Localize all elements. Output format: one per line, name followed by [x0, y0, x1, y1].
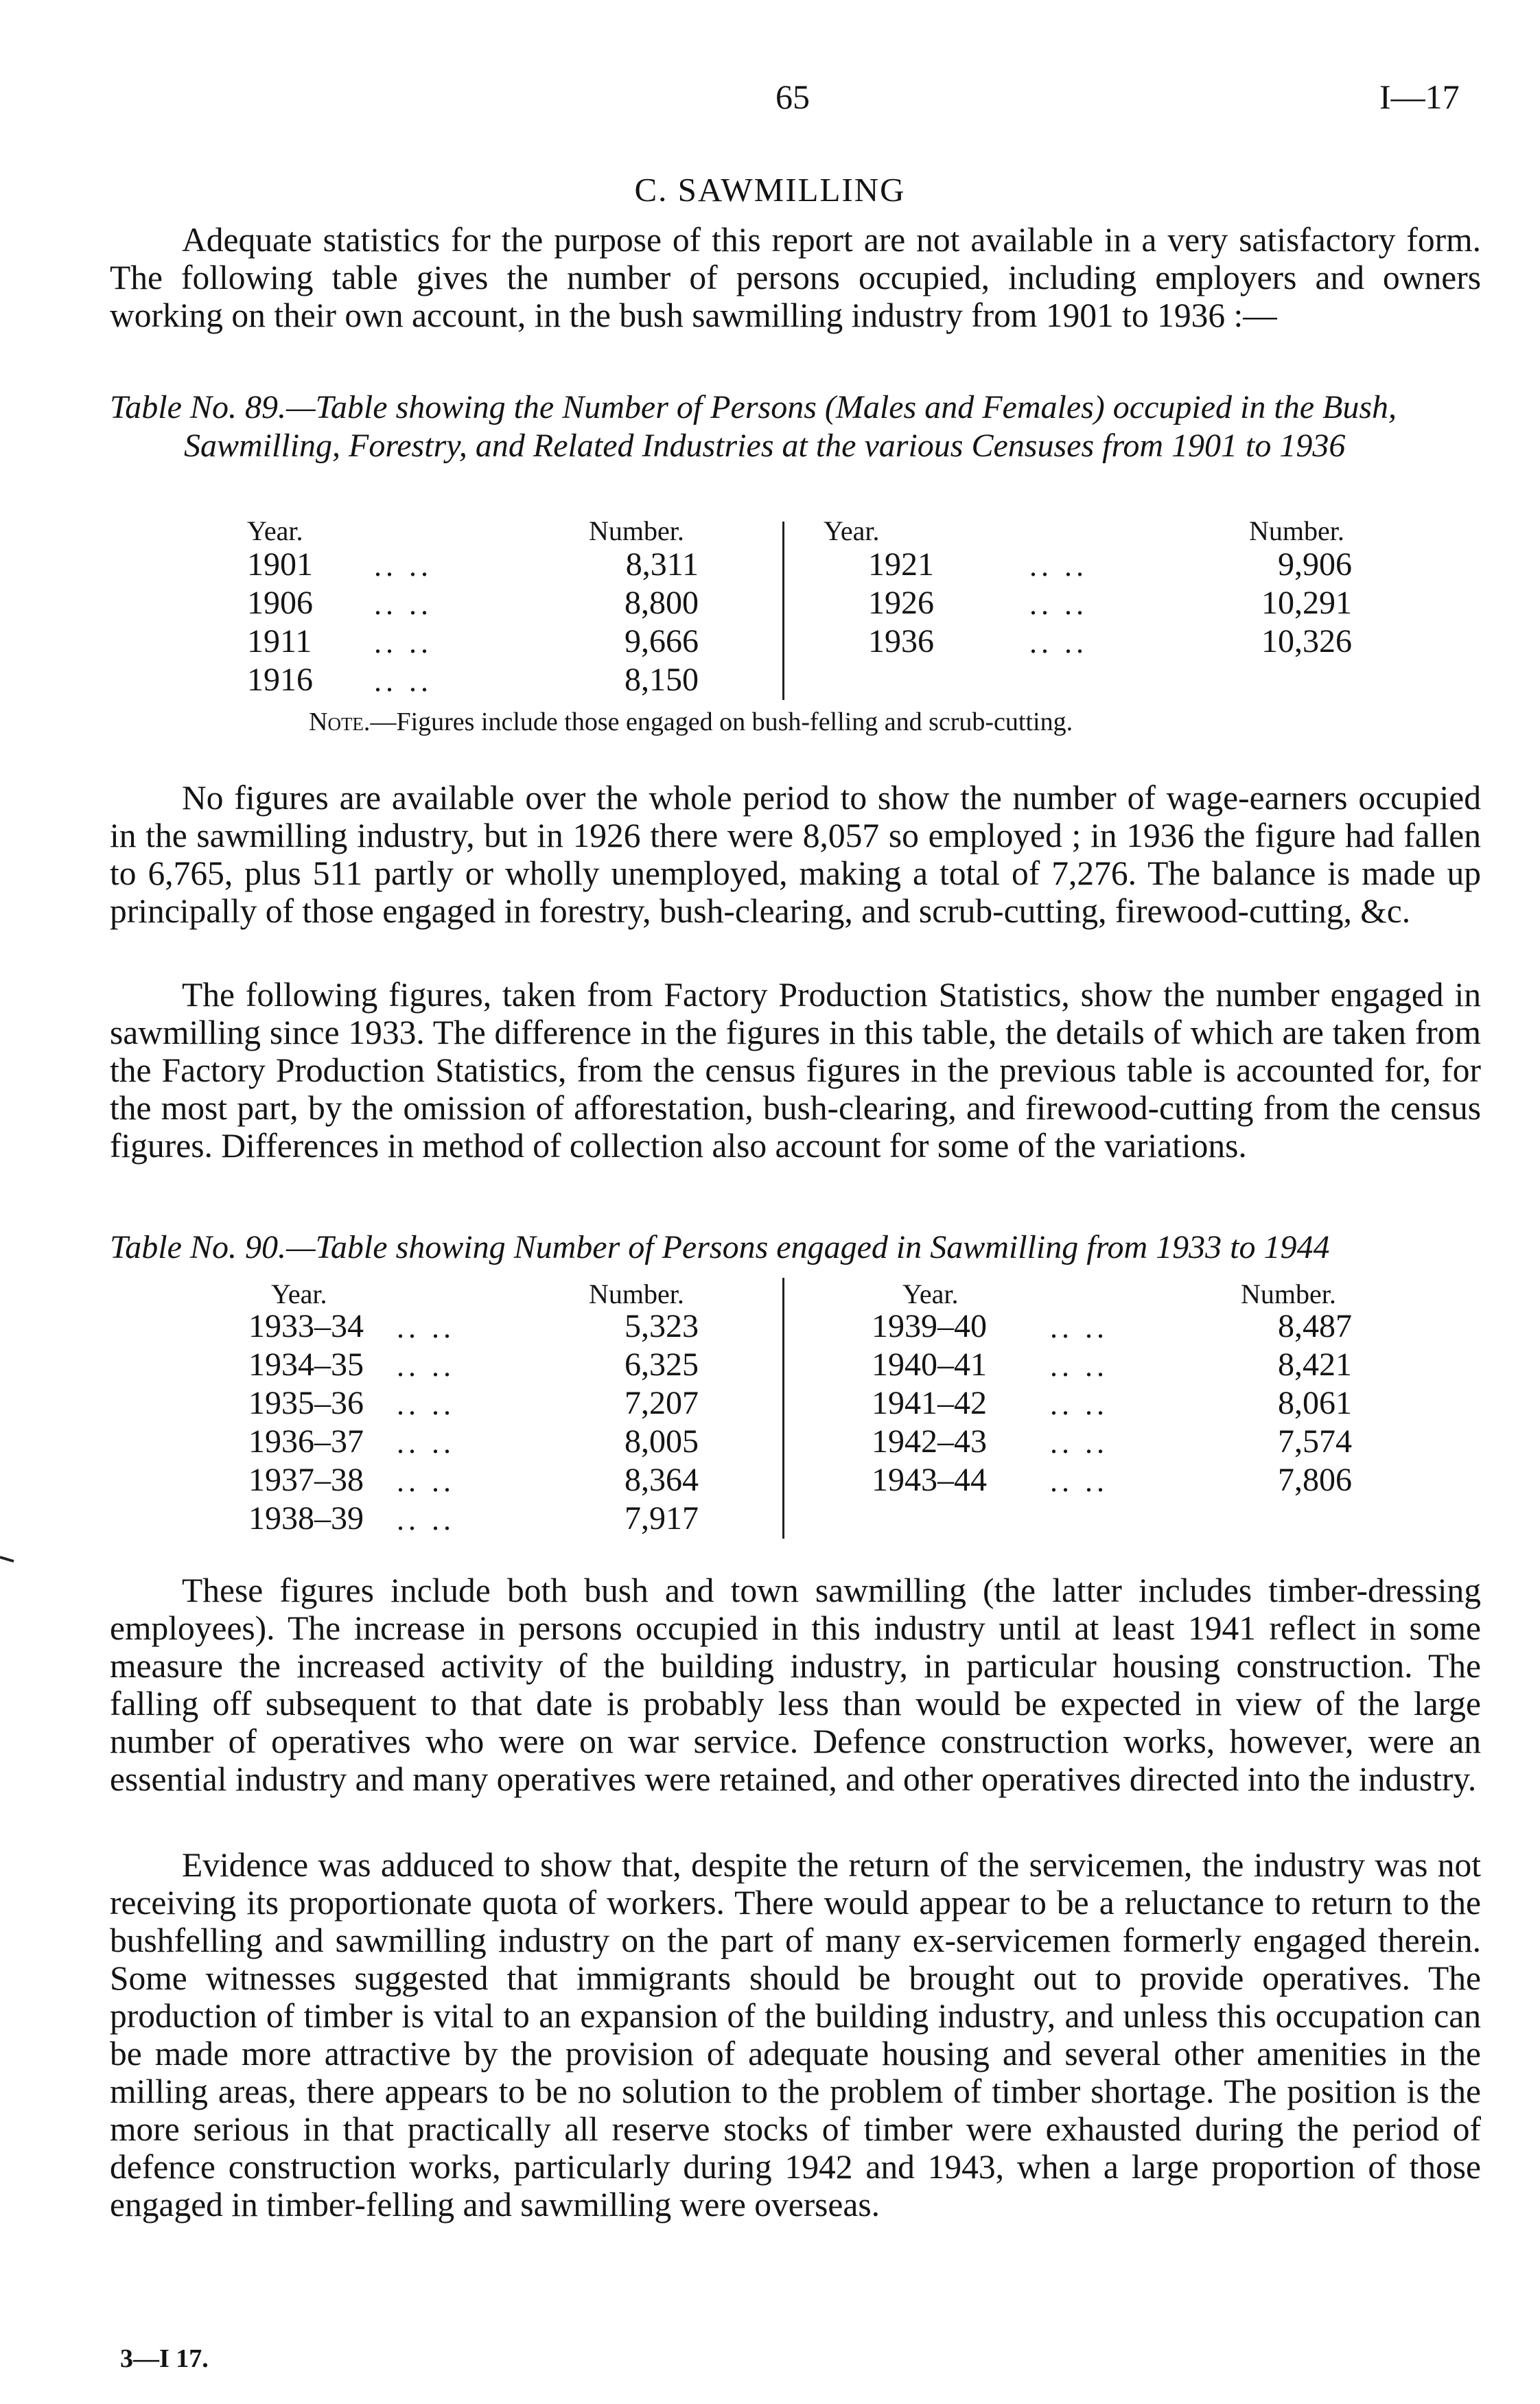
table-cell-year: 1937–38: [248, 1462, 364, 1498]
table-cell-number: 7,917: [625, 1500, 699, 1537]
table-cell-number: 9,906: [1278, 546, 1352, 583]
table-cell-year: 1943–44: [872, 1462, 987, 1498]
leader-dots: .. ..: [1050, 1464, 1108, 1498]
page-number: 65: [775, 78, 810, 116]
column-header-year: Year.: [902, 1279, 959, 1309]
table-89-caption: Table No. 89.—Table showing the Number of Persons (Males and Females) occupied in the Bush, Sawmilling, Forestry, and Related Industries at the various Censuses from 1901 to 1936: [110, 389, 1397, 464]
column-header-year: Year.: [824, 515, 880, 546]
section-title: C. SAWMILLING: [634, 171, 906, 209]
paragraph-2: No figures are available over the whole period to show the number of wage-earners occupied in the sawmilling industry, but in 1926 there were 8,057 so employed ; in 1936 the figure had fallen to 6,765, plus 511 partly or wholly unemployed, making a total of 7,276. The balance is made up principally of those engaged in forestry, bush-clearing, and scrub-cutting, firewood-cutting, &c.: [110, 779, 1481, 930]
table-cell-number: 10,291: [1261, 585, 1352, 621]
table-cell-number: 8,487: [1278, 1308, 1352, 1344]
table-cell-number: 7,806: [1278, 1462, 1352, 1498]
column-header-number: Number.: [1249, 515, 1344, 546]
table-divider: [782, 1278, 784, 1539]
table-cell-number: 9,666: [625, 623, 699, 660]
leader-dots: .. ..: [374, 626, 432, 660]
table-89-note: Note.—Figures include those engaged on bush-felling and scrub-cutting.: [309, 708, 1073, 736]
table-cell-number: 7,574: [1278, 1423, 1352, 1460]
leader-dots: .. ..: [1029, 587, 1088, 621]
table-90-caption: Table No. 90.—Table showing Number of Persons engaged in Sawmilling from 1933 to 1944: [110, 1229, 1330, 1265]
leader-dots: .. ..: [1050, 1311, 1108, 1344]
footer-signature: 3—I 17.: [120, 2344, 209, 2373]
table-cell-number: 7,207: [625, 1385, 699, 1421]
table-cell-number: 8,421: [1278, 1346, 1352, 1383]
table-divider: [782, 522, 784, 700]
table-cell-number: 5,323: [625, 1308, 699, 1344]
table-cell-year: 1942–43: [872, 1423, 987, 1460]
table-cell-number: 10,326: [1261, 623, 1352, 660]
table-cell-number: 8,005: [625, 1423, 699, 1460]
table-cell-year: 1941–42: [872, 1385, 987, 1421]
table-cell-number: 8,150: [625, 662, 699, 698]
table-cell-year: 1936: [868, 623, 934, 660]
leader-dots: .. ..: [397, 1503, 455, 1537]
table-cell-year: 1939–40: [872, 1308, 987, 1344]
table-cell-number: 8,061: [1278, 1385, 1352, 1421]
paragraph-1: Adequate statistics for the purpose of this report are not available in a very satisfactory form. The following table gives the number of persons occupied, including employers and owners working on their own account, in the bush sawmilling industry from 1901 to 1936 :—: [110, 221, 1481, 334]
table-cell-number: 6,325: [625, 1346, 699, 1383]
column-header-number: Number.: [1241, 1279, 1336, 1309]
table-cell-year: 1916: [247, 662, 313, 698]
leader-dots: .. ..: [1050, 1388, 1108, 1421]
leader-dots: .. ..: [374, 549, 432, 583]
table-cell-year: 1921: [868, 546, 934, 583]
table-cell-number: 8,311: [625, 546, 699, 583]
table-cell-year: 1938–39: [248, 1500, 364, 1537]
table-cell-year: 1935–36: [248, 1385, 364, 1421]
table-cell-year: 1934–35: [248, 1346, 364, 1383]
report-reference: I—17: [1379, 78, 1460, 116]
table-cell-number: 8,364: [625, 1462, 699, 1498]
paragraph-4: These figures include both bush and town sawmilling (the latter includes timber-dressing employees). The increase in persons occupied in this industry until at least 1941 reflect in some measure the increased activity of the building industry, in particular housing construction. The falling off subsequent to that date is probably less than would be expected in view of the large number of operatives who were on war service. Defence construction works, however, were an essential industry and many operatives were retained, and other operatives directed into the industry.: [110, 1572, 1481, 1798]
table-cell-number: 8,800: [625, 585, 699, 621]
leader-dots: .. ..: [374, 587, 432, 621]
column-header-year: Year.: [247, 515, 303, 546]
leader-dots: .. ..: [1050, 1426, 1108, 1460]
leader-dots: .. ..: [397, 1349, 455, 1383]
leader-dots: .. ..: [1029, 626, 1088, 660]
leader-dots: .. ..: [397, 1426, 455, 1460]
leader-dots: .. ..: [397, 1311, 455, 1344]
table-cell-year: 1933–34: [248, 1308, 364, 1344]
table-cell-year: 1926: [868, 585, 934, 621]
table-cell-year: 1901: [247, 546, 313, 583]
leader-dots: .. ..: [397, 1464, 455, 1498]
leader-dots: .. ..: [397, 1388, 455, 1421]
table-cell-year: 1940–41: [872, 1346, 987, 1383]
table-cell-year: 1911: [247, 623, 312, 660]
column-header-number: Number.: [589, 1279, 684, 1309]
table-cell-year: 1936–37: [248, 1423, 364, 1460]
scan-mark: [0, 1554, 15, 1564]
column-header-year: Year.: [271, 1279, 327, 1309]
paragraph-3: The following figures, taken from Factory Production Statistics, show the number engaged in sawmilling since 1933. The difference in the figures in this table, the details of which are taken from the Factory Production Statistics, from the census figures in the previous table is accounted for, for the most part, by the omission of afforestation, bush-clearing, and firewood-cutting from the census figures. Differences in method of collection also account for some of the variations.: [110, 976, 1481, 1165]
leader-dots: .. ..: [374, 664, 432, 698]
table-cell-year: 1906: [247, 585, 313, 621]
leader-dots: .. ..: [1029, 549, 1088, 583]
column-header-number: Number.: [589, 515, 684, 546]
leader-dots: .. ..: [1050, 1349, 1108, 1383]
paragraph-5: Evidence was adduced to show that, despite the return of the servicemen, the industry was not receiving its proportionate quota of workers. There would appear to be a reluctance to return to the bushfelling and sawmilling industry on the part of many ex-servicemen formerly engaged therein. Some witnesses suggested that immigrants should be brought out to provide operatives. The production of timber is vital to an expansion of the building industry, and unless this occupation can be made more attractive by the provision of adequate housing and several other amenities in the milling areas, there appears to be no solution to the problem of timber shortage. The position is the more serious in that practically all reserve stocks of timber were exhausted during the period of defence construction works, particularly during 1942 and 1943, when a large proportion of those engaged in timber-felling and sawmilling were overseas.: [110, 1846, 1481, 2224]
